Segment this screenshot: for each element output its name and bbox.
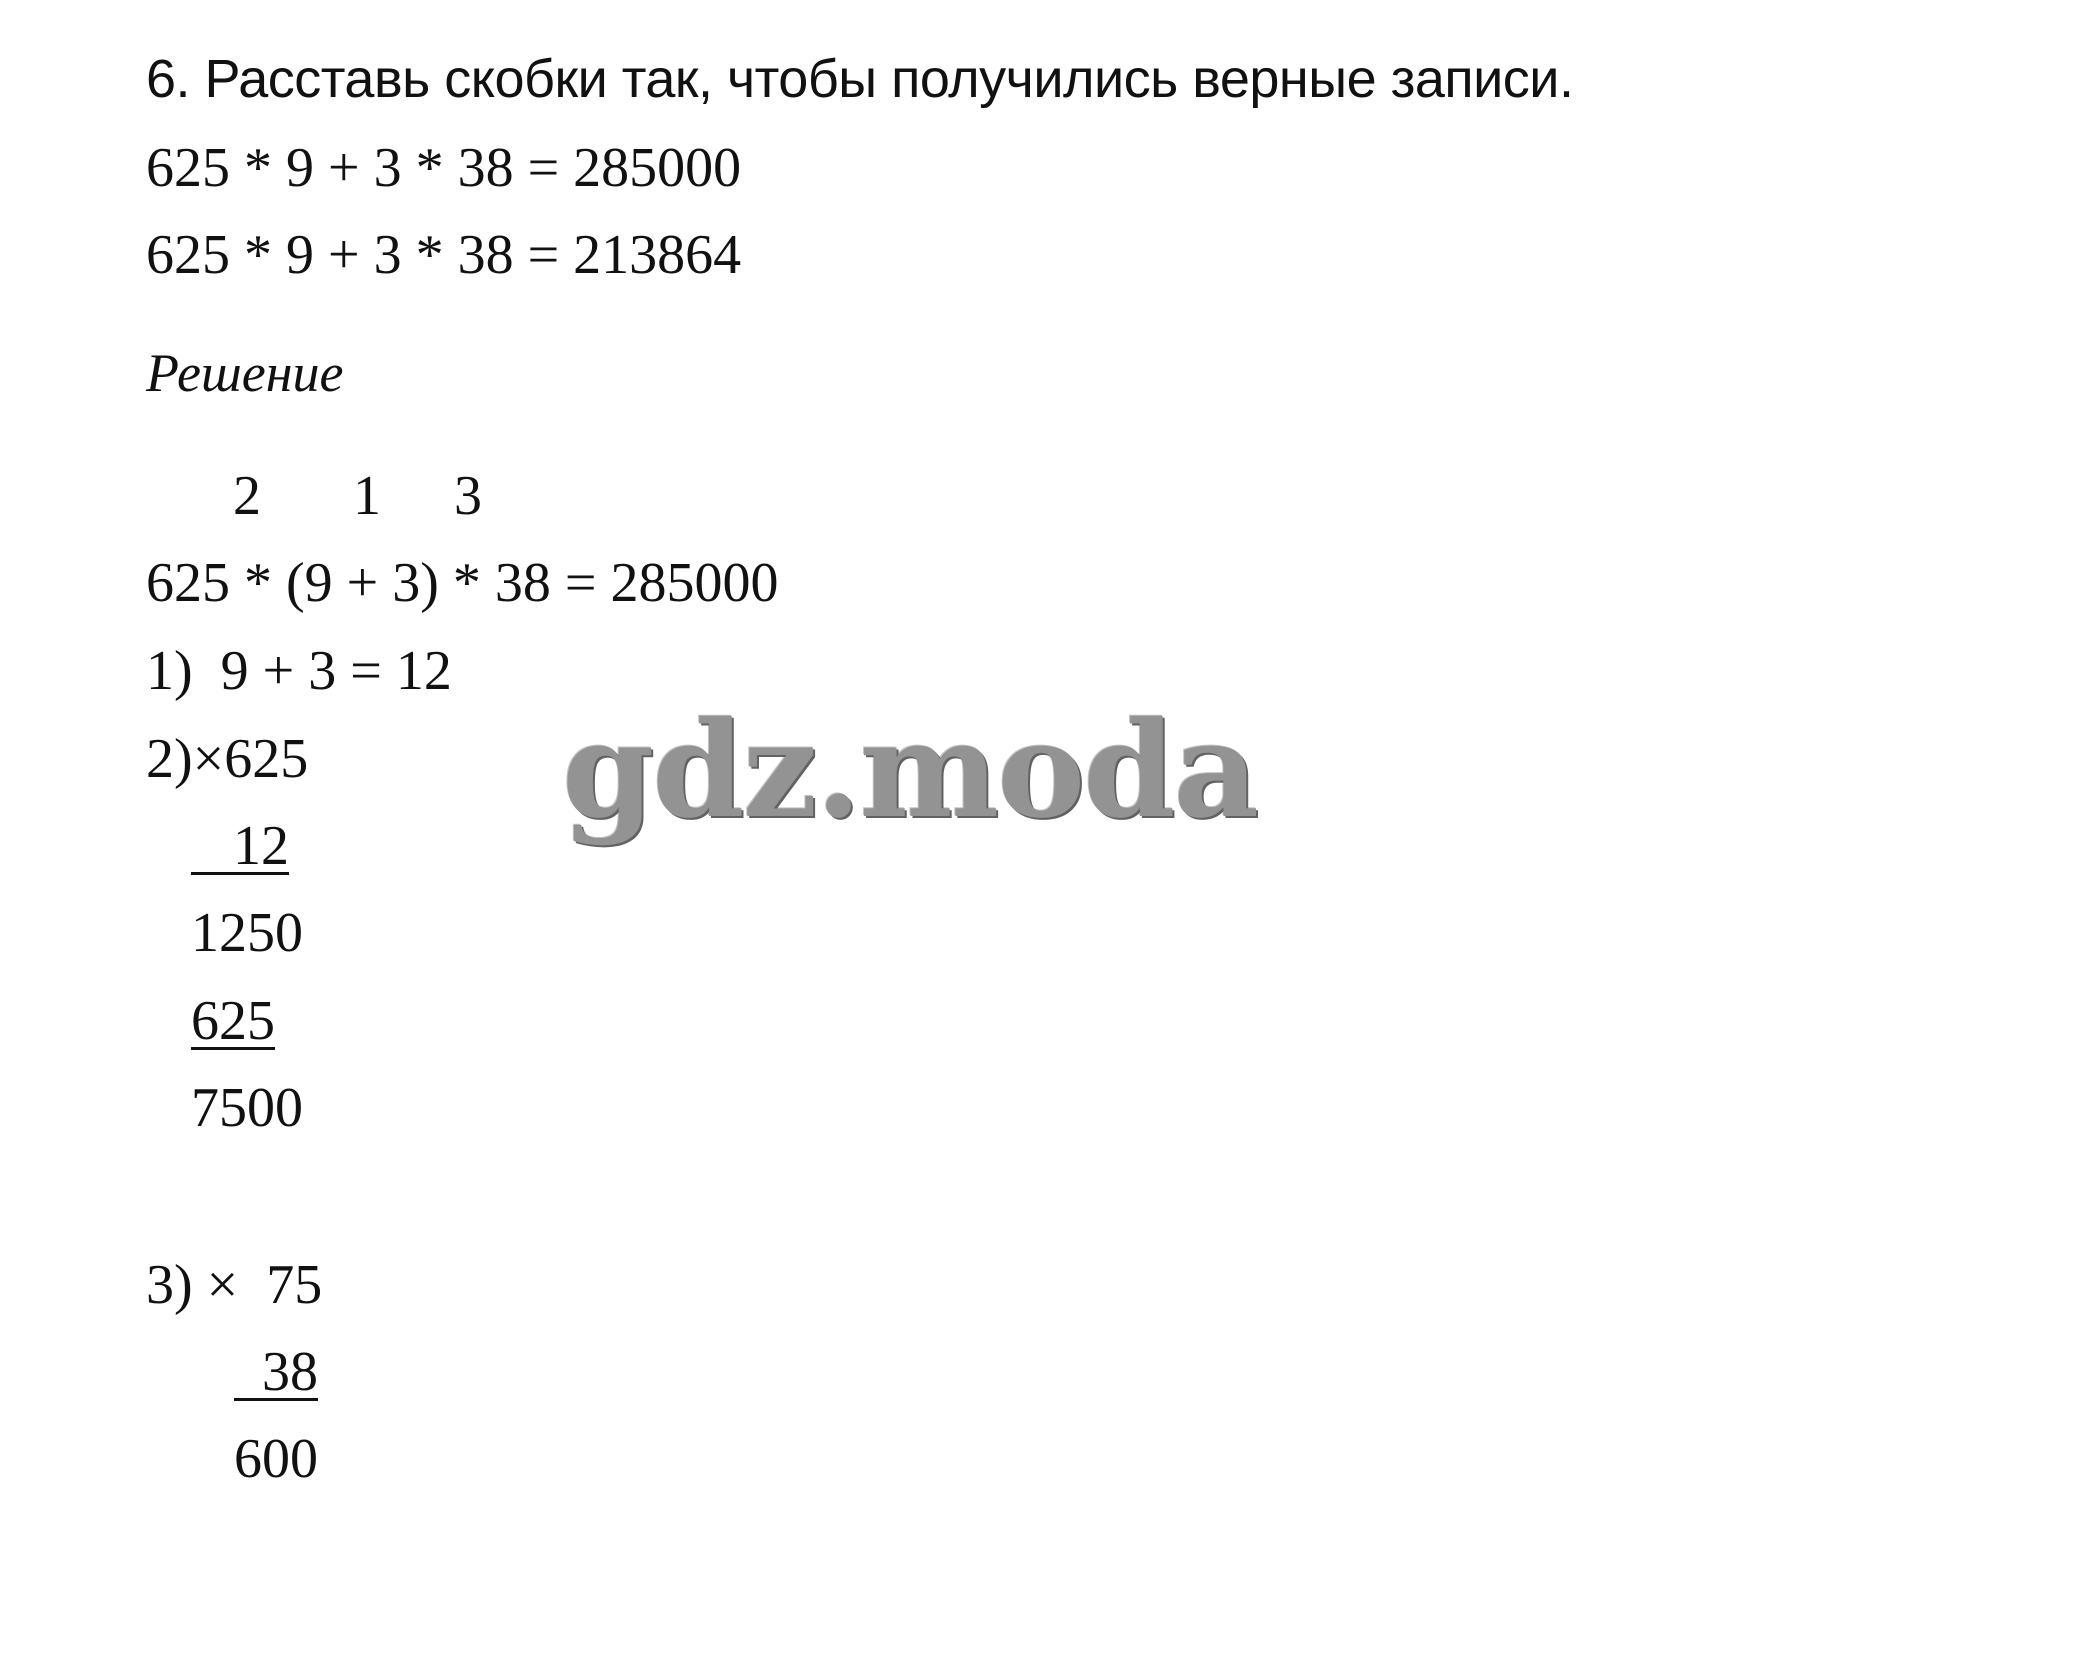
step-3-multiplier: 38 bbox=[234, 1341, 318, 1403]
step-1: 1) 9 + 3 = 12 bbox=[146, 640, 452, 702]
order-number-1: 1 bbox=[353, 465, 381, 527]
task-expression-2: 625 * 9 + 3 * 38 = 213864 bbox=[146, 224, 742, 286]
solution-heading: Решение bbox=[146, 343, 344, 403]
step-3-label: 3) × 75 bbox=[146, 1254, 323, 1316]
order-number-2: 2 bbox=[233, 465, 261, 527]
step-2-partial-1: 1250 bbox=[191, 902, 303, 964]
step-2-multiplier: 12 bbox=[191, 815, 289, 877]
solution-expression: 625 * (9 + 3) * 38 = 285000 bbox=[146, 552, 779, 614]
task-expression-1: 625 * 9 + 3 * 38 = 285000 bbox=[146, 137, 742, 199]
order-number-3: 3 bbox=[454, 465, 482, 527]
step-2-result: 7500 bbox=[191, 1077, 303, 1139]
step-2-label: 2)×625 bbox=[146, 728, 309, 790]
watermark-logo: gdz.moda bbox=[562, 693, 1258, 848]
task-title: 6. Расставь скобки так, чтобы получились верные записи. bbox=[146, 49, 1574, 109]
step-3-partial-1: 600 bbox=[234, 1428, 318, 1490]
step-2-partial-2: 625 bbox=[191, 990, 275, 1052]
